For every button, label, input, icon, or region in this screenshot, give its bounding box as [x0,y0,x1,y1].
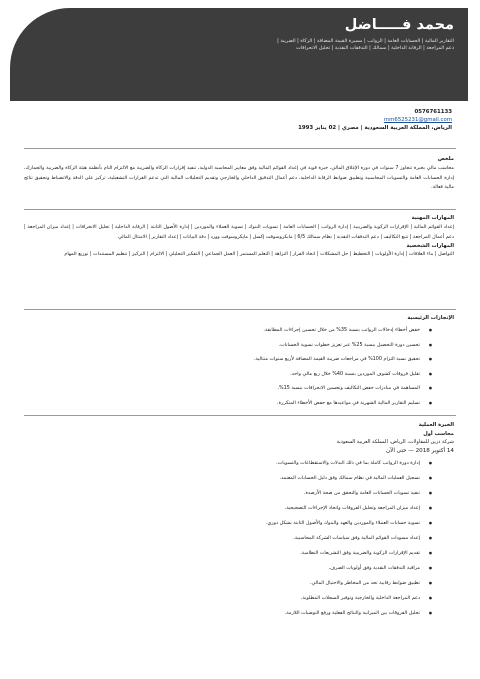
phone-number: 0576761133 [414,109,452,115]
job-title: محاسب أول [423,431,454,437]
summary-text: محاسب مالي بخبرة تتجاوز 7 سنوات في دورة الإغلاق المالي، خبرة قوية في إعداد القوائم المالية وفق معايير المحاسبة الدولية، تنفيذ إقرارات الزكاة والضريبة مع الالتزام التام بأنظمة هيئة الزكاة والضريبة والجمارك، إدارة الحسابات العامة والتسويات المحاسبية وتطبيق ضوابط الرقابة الداخلية، دعم أعمال التدقيق الداخلي والخارجي وتقديم التحليلات المالية التي تدعم القرارات التشغيلية، تركيز على الدقة والانضباط وتحقيق نتائج مالية فعالة. [24,165,454,191]
divider [24,309,456,310]
employment-period: 14 أكتوبر 2018 — حتى الآن [386,447,454,454]
summary-title: ملخص [437,156,454,162]
header-skills-tags [24,38,454,53]
experience-title: الخبرة العملية [418,422,454,428]
header-skills-line: دعم المراجعة | الرقابة الداخلية | سمالك | التدفقات النقدية | تحليل الانحرافات [296,45,454,52]
list-item: ● تسوية حسابات العملاء والموردين والعهد والبنوك والأصول الثابتة بشكل دوري. [24,516,420,531]
cv-header [10,8,468,101]
list-item: ● تنفيذ تسويات الحسابات العامة والتحقق من صحة الأرصدة. [24,486,420,501]
candidate-name: محمد فـــــاضل [344,17,454,33]
divider [24,415,456,416]
professional-skills-title: المهارات المهنية [411,215,454,221]
contact-block [20,108,452,132]
list-item: ● تقليل فروقات كشوف الموردين بنسبة 40% خلال ربع مالي واحد. [24,367,420,382]
list-item: ● مراقبة التدفقات النقدية وفق أولويات الصرف. [24,561,420,576]
professional-skills-text: إعداد القوائم المالية | الإقرارات الزكوية والضريبية | إدارة الرواتب | الحسابات العامة | تسويات البنوك | تسوية العملاء والموردين | إدارة الأصول الثابتة | الرقابة الداخلية | تحليل الانحرافات | إعداد ميزان المراجعة | دعم أعمال المراجعة | تتبع التكاليف | دعم التدفقات النقدية | نظام سمالك 6/5 | مايكروسوفت إكسل | مايكروسوفت وورد | دقة البيانات | إعداد التقارير | الامتثال المالي [24,224,454,240]
list-item: ● تطبيق ضوابط رقابية تحد من المخاطر والاحتيال المالي. [24,576,420,591]
divider [24,209,456,210]
list-item: ● تحليل الفروقات بين الميزانية والنتائج الفعلية ورفع التوصيات اللازمة. [24,606,420,621]
list-item: ● دعم المراجعة الداخلية والخارجية وتوفير السجلات المطلوبة. [24,591,420,606]
list-item: ● تحسين دورة التحصيل بنسبة 25% عبر تعزيز خطوات تسوية الحسابات. [24,338,420,353]
skills-section [24,214,454,260]
personal-skills-title: المهارات الشخصية [406,243,454,250]
list-item: ● إدارة دورة الرواتب كاملة بما في ذلك البدلات والاستقطاعات والتسويات. [24,456,420,471]
list-item: ● تقديم الإقرارات الزكوية والضريبية وفق التشريعات النظامية. [24,546,420,561]
list-item: ● إعداد ميزان المراجعة وتحليل الفروقات واتخاذ الإجراءات التصحيحية. [24,501,420,516]
header-skills-line: التقارير المالية | الحسابات العامة | الرواتب | مسيرة القيمة المضافة | الزكاة | الضريبة | [277,38,454,44]
list-item: ● تسليم التقارير المالية الشهرية في مواعيدها مع خفض الأخطاء المتكررة. [24,396,420,411]
experience-section [24,421,454,621]
responsibilities-list [24,456,454,621]
personal-skills-text: التواصل | بناء العلاقات | إدارة الأولويات | التخطيط | حل المشكلات | اتخاذ القرار | النزاهة | التعلم المستمر | العمل الجماعي | التفكير التحليلي | الالتزام | التركيز | تنظيم المستندات | توزيع المهام [64,251,454,258]
list-item: ● خفض أخطاء إدخالات الرواتب بنسبة 35% من خلال تحسين إجراءات المطابقة. [24,323,420,338]
list-item: ● المساهمة في مبادرات خفض التكاليف وتحسين الانحرافات بنسبة 15%. [24,381,420,396]
summary-section [24,155,454,193]
achievements-title: الإنجازات الرئيسية [407,315,454,321]
divider [24,148,456,149]
address-line: الرياض، المملكة العربية السعودية | مصري | 02 يناير 1993 [298,125,452,131]
list-item: ● تحقيق نسبة التزام 100% في مراجعات ضريبة القيمة المضافة لأربع سنوات متتالية. [24,352,420,367]
list-item: ● تسجيل العمليات المالية في نظام سمالك وفق دليل الحسابات المعتمد. [24,471,420,486]
achievements-list [24,323,454,411]
achievements-section [24,314,454,411]
list-item: ● إعداد مسودات القوائم المالية وفق سياسات الشركة المحاسبية. [24,531,420,546]
email-link[interactable]: mm6525231@gmail.com [383,117,452,123]
company-line: شركة درين للمقاولات، الرياض، المملكة العربية السعودية [336,439,454,445]
